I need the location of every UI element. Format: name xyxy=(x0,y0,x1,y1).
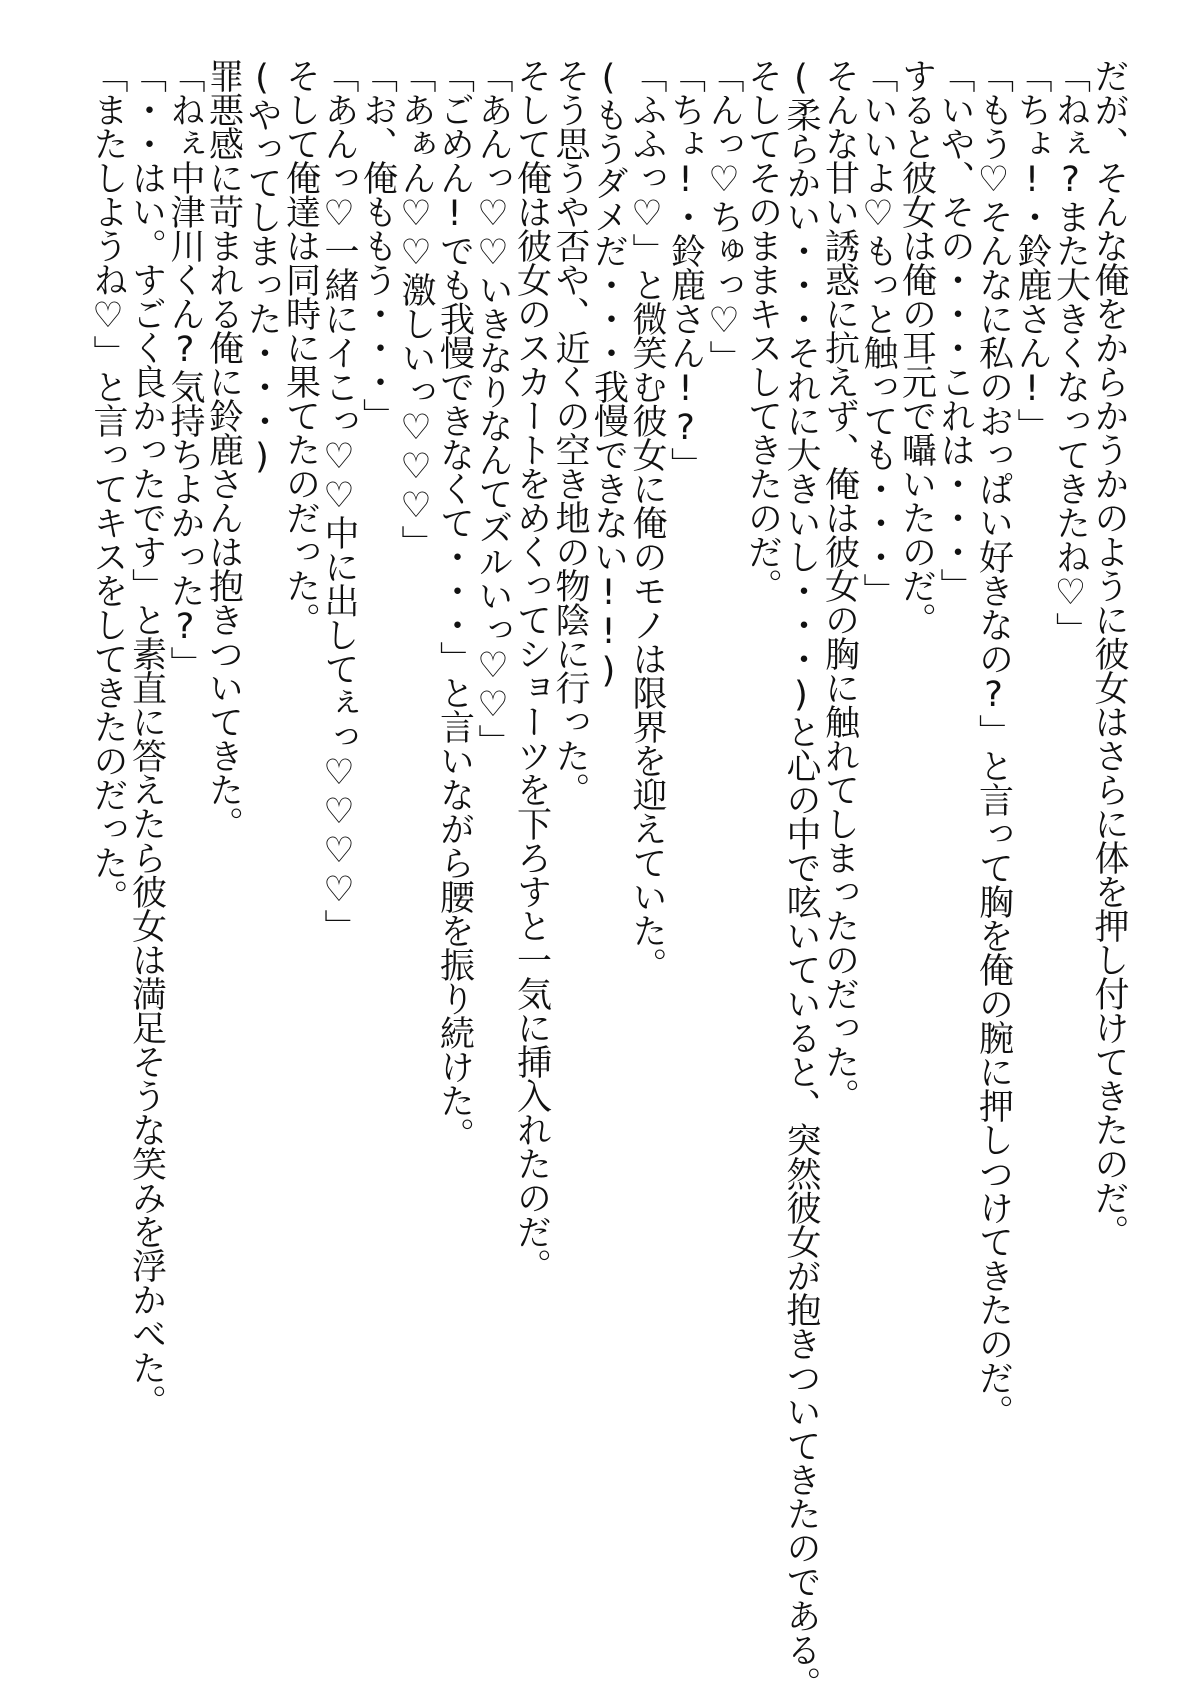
text-line: 「ねぇ中津川くん?気持ちよかった?」 xyxy=(165,58,205,680)
text-line: (もうダメだ・・・我慢できない!!) xyxy=(588,58,629,690)
text-line: 「いいよ♡もっと触っても・・・」 xyxy=(858,58,898,607)
text-line: 「お、俺ももう・・・」 xyxy=(357,58,398,432)
text-line: 「またしようね♡」と言ってキスをしてきたのだった。 xyxy=(88,58,128,913)
text-line: そして俺は彼女のスカートをめくってショーツを下ろすと一気に挿入れたのだ。 xyxy=(511,58,552,1282)
text-line: そんな甘い誘惑に抗えず、俺は彼女の胸に触れてしまったのだった。 xyxy=(819,58,860,1112)
text-line: 「ねぇ?また大きくなってきたね♡」 xyxy=(1050,58,1091,646)
text-line: 「・・はい。すごく良かったです」と素直に答えたら彼女は満足そうな笑みを浮かべた。 xyxy=(126,58,167,1418)
text-line: 「ふふっ♡」と微笑む彼女に俺のモノは限界を迎えていた。 xyxy=(627,58,667,981)
text-line: だが、そんな俺をからかうかのように彼女はさらに体を押し付けてきたのだ。 xyxy=(1089,58,1129,1248)
text-line: 「ちょ!・鈴鹿さん!」 xyxy=(1012,58,1052,442)
text-line: 「ごめん!でも我慢できなくて・・・」と言いながら腰を振り続けた。 xyxy=(434,58,475,1151)
vertical-text-body xyxy=(88,58,1129,1700)
text-line: 「あんっ♡♡いきなりなんてズルいっ♡♡」 xyxy=(473,58,513,758)
text-line: そう思うや否や、近くの空き地の物陰に行った。 xyxy=(550,58,590,806)
text-line: 「あんっ♡一緒にイこっ♡♡中に出してぇっ♡♡♡♡」 xyxy=(319,58,359,943)
text-line: (柔らかい・・・それに大きいし・・・)と心の中で呟いていると、突然彼女が抱きついてきたのである。 xyxy=(781,58,821,1700)
text-line: 「んっ♡ちゅっ♡」 xyxy=(704,58,744,374)
text-line: すると彼女は俺の耳元で囁いたのだ。 xyxy=(896,58,937,636)
text-line: 「あぁん♡♡激しいっ♡♡♡」 xyxy=(396,58,436,559)
text-line: 「いや、その・・・これは・・・」 xyxy=(935,58,975,602)
text-line: 「ちょ!・鈴鹿さん!?」 xyxy=(665,58,706,481)
text-line: そして俺達は同時に果てたのだった。 xyxy=(280,58,321,636)
text-line: そしてそのままキスしてきたのだ。 xyxy=(742,58,783,602)
text-line: 罪悪感に苛まれる俺に鈴鹿さんは抱きついてきた。 xyxy=(203,58,244,840)
text-line: (やってしまった・・・) xyxy=(242,58,282,476)
text-line: 「もう♡そんなに私のおっぱい好きなの?」と言って胸を俺の腕に押しつけてきたのだ。 xyxy=(973,58,1014,1428)
